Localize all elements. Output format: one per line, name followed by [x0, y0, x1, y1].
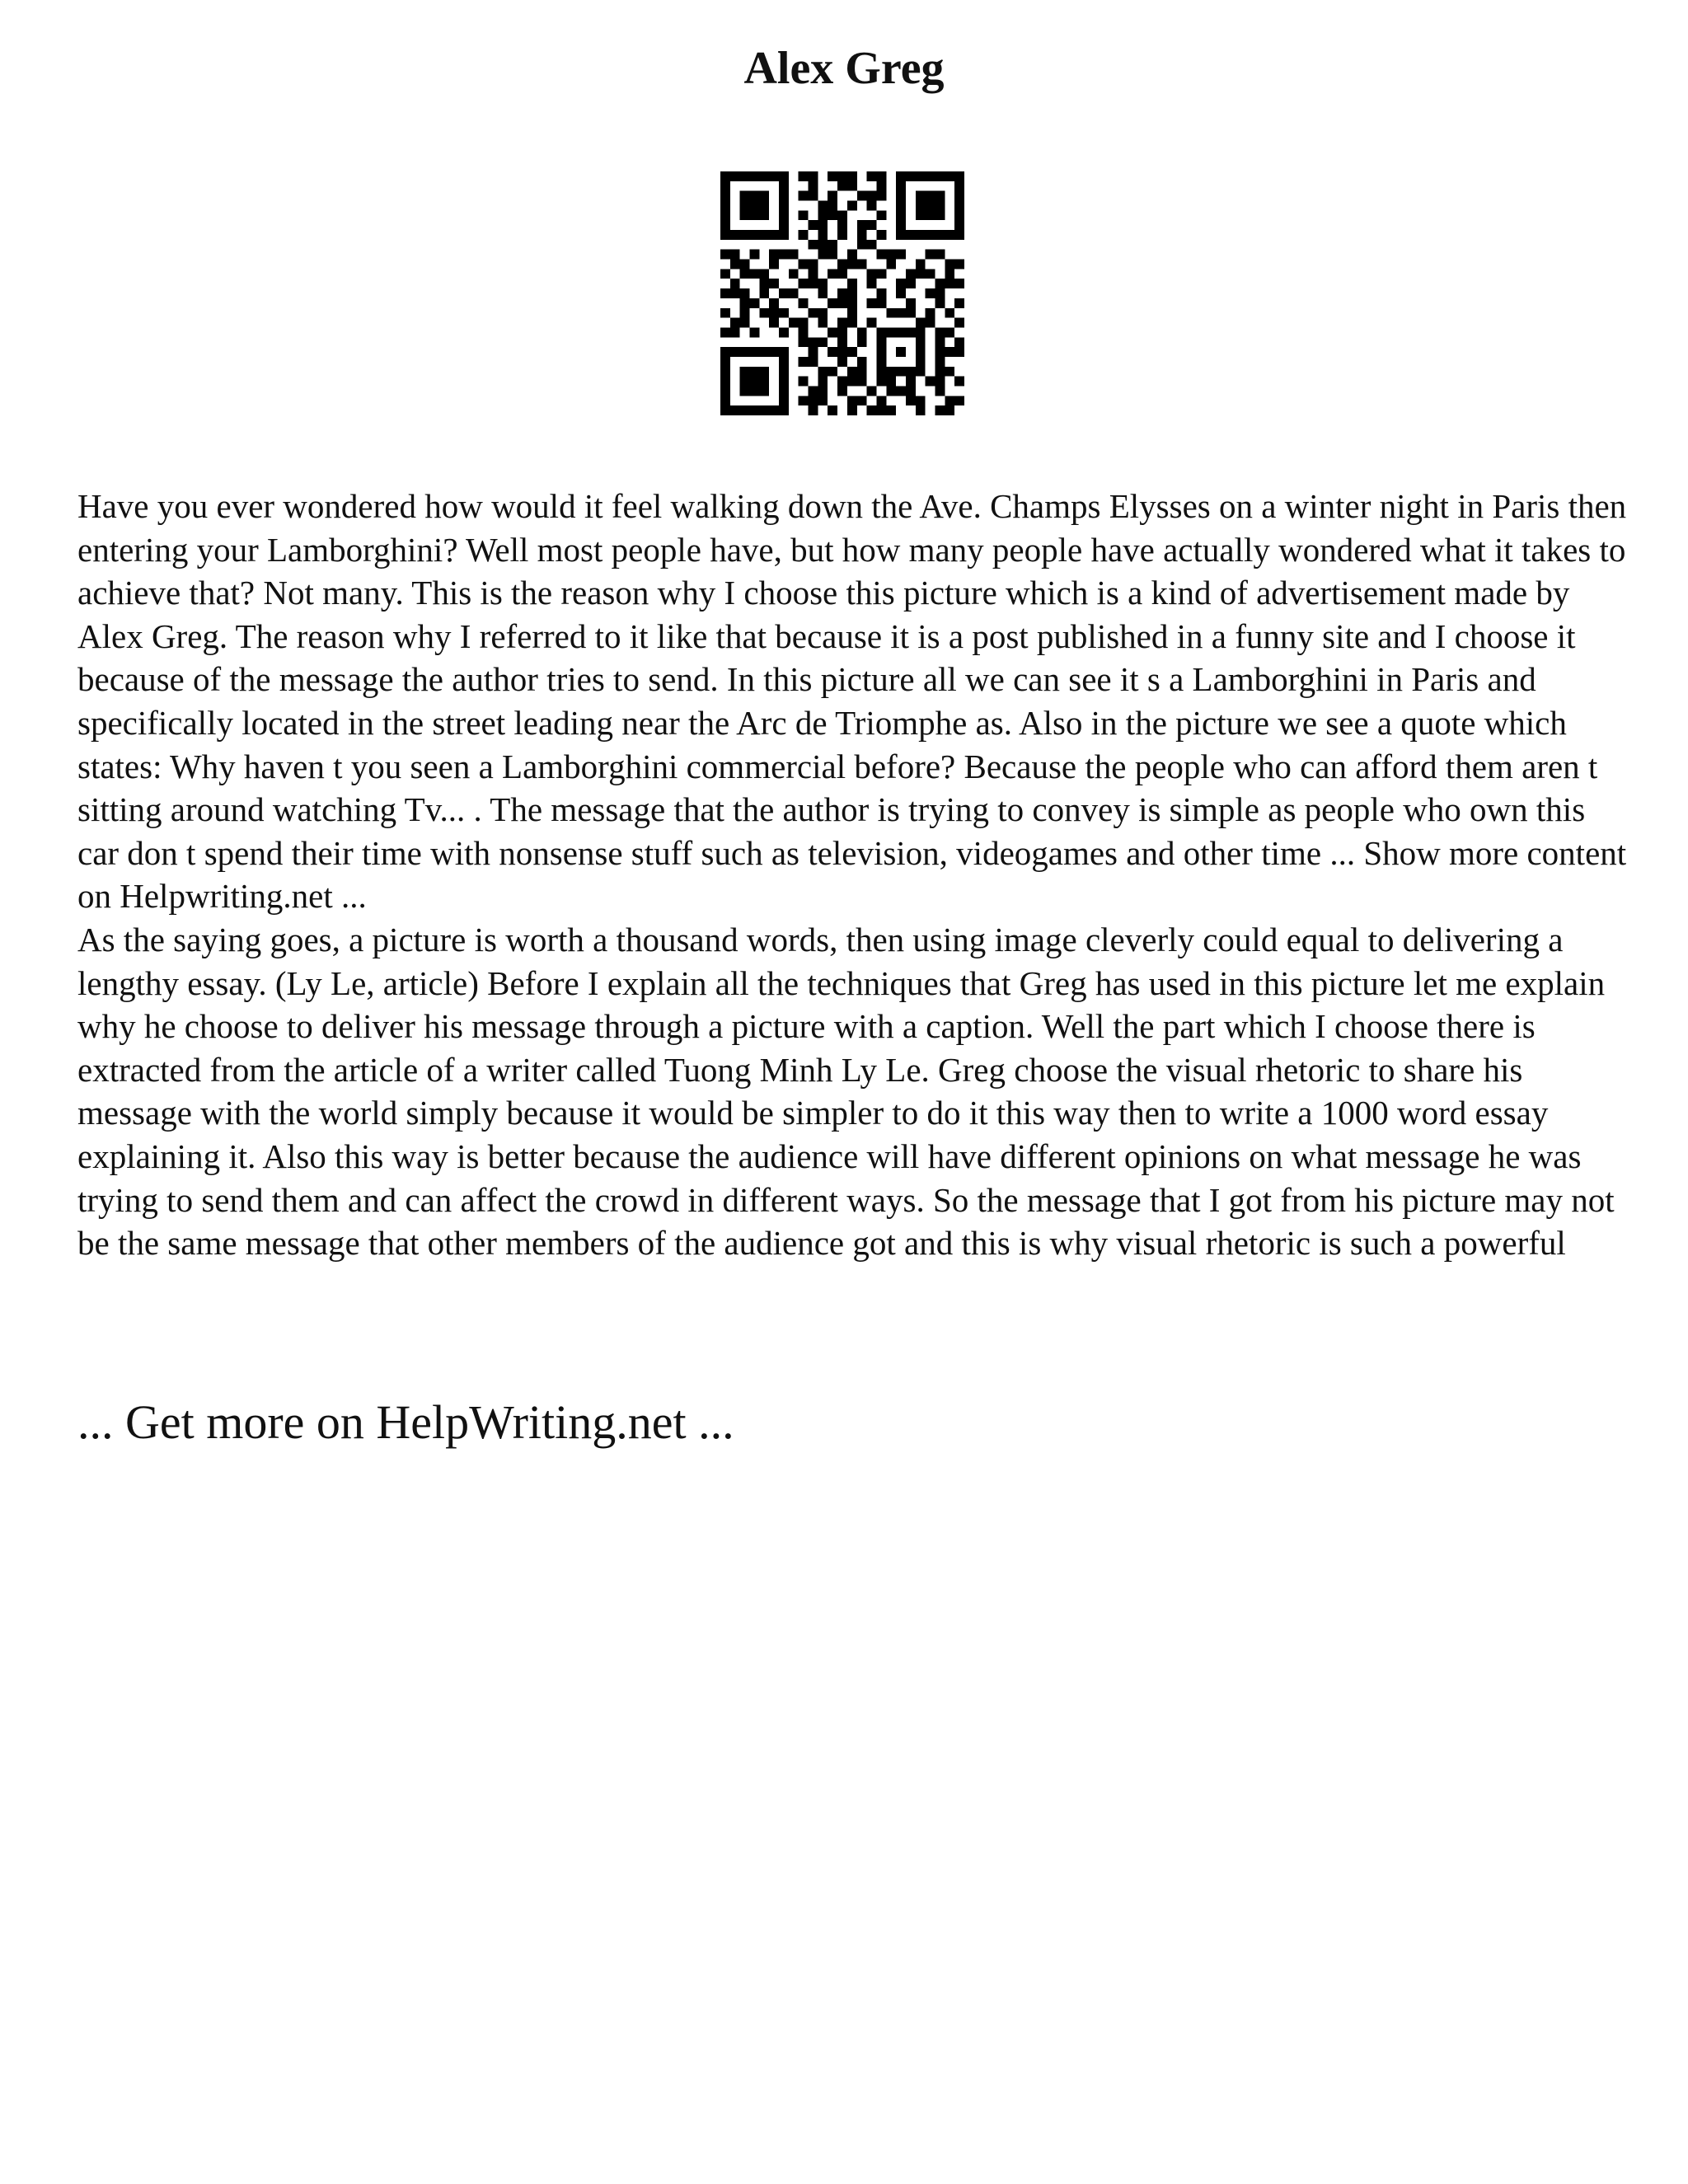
document-title: Alex Greg — [743, 43, 945, 94]
essay-body — [77, 485, 1627, 1265]
get-more-link[interactable]: ... Get more on HelpWriting.net ... — [77, 1395, 734, 1449]
qr-code-icon — [720, 171, 964, 415]
essay-paragraph-2: As the saying goes, a picture is worth a thousand words, then using image cleverly could equal to delivering a lengthy essay. (Ly Le, article) Before I explain all the techniques that Greg has used in this picture let me explain why he choose to deliver his message through a picture with a caption. Well the part which I choose there is extracted from the article of a writer called Tuong Minh Ly Le. Greg choose the visual rhetoric to share his message with the world simply because it would be simpler to do it this way then to write a 1000 word essay explaining it. Also this way is better because the audience will have different opinions on what message he was trying to send them and can affect the crowd in different ways. So the message that I got from his picture may not be the same message that other members of the audience got and this is why visual rhetoric is such a powerful — [77, 920, 1615, 1263]
essay-paragraph-1: Have you ever wondered how would it feel walking down the Ave. Champs Elysses on a winter night in Paris then entering your Lamborghini? Well most people have, but how many people have actually wondered what it takes to achieve that? Not many. This is the reason why I choose this picture which is a kind of advertisement made by Alex Greg. The reason why I referred to it like that because it is a post published in a funny site and I choose it because of the message the author tries to send. In this picture all we can see it s a Lamborghini in Paris and specifically located in the street leading near the Arc de Triomphe as. Also in the picture we see a quote which states: Why haven t you seen a Lamborghini commercial before? Because the people who can afford them aren t sitting around watching Tv... . The message that the author is trying to convey is simple as people who own this car don t spend their time with nonsense stuff such as television, videogames and other time ... Show more content on Helpwriting.net ... — [77, 487, 1627, 916]
